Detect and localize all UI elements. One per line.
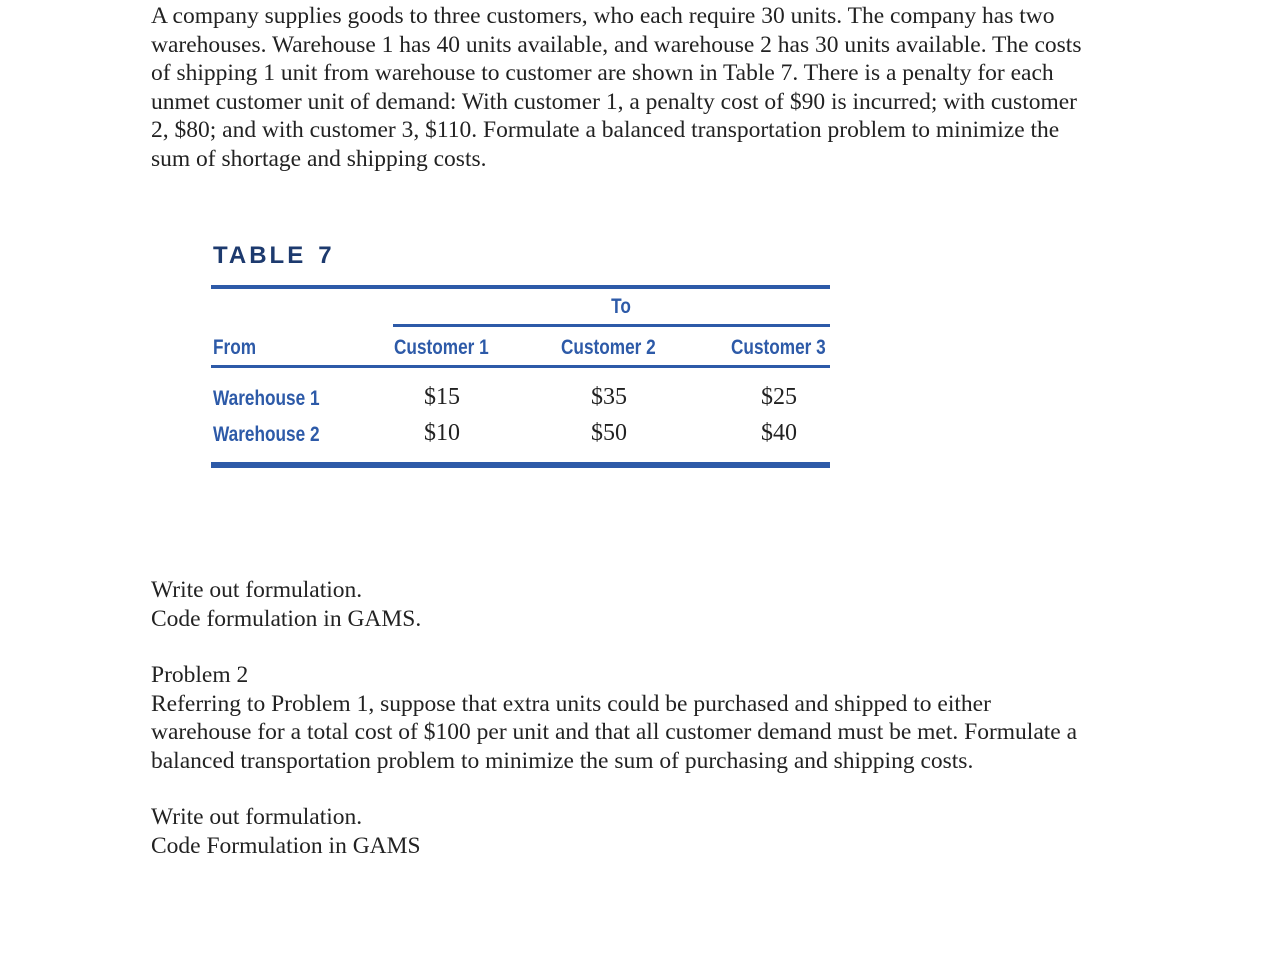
table-title-number: 7 <box>318 242 332 269</box>
column-header-customer-1: Customer 1 <box>394 336 489 359</box>
task-line: Write out formulation. <box>151 804 363 830</box>
task-line: Code formulation in GAMS. <box>151 605 422 632</box>
cost-w1-c2: $35 <box>591 384 627 410</box>
cost-w1-c1: $15 <box>424 384 460 410</box>
cost-w2-c2: $50 <box>591 420 627 446</box>
text-line: unmet customer unit of demand: With customer 1, a penalty cost of $90 is incurred; with customer <box>151 88 1078 115</box>
column-header-customer-3: Customer 3 <box>731 336 826 359</box>
problem-2-heading: Problem 2 <box>151 662 249 688</box>
to-span-rule <box>393 324 830 327</box>
task-line: Code Formulation in GAMS <box>151 832 421 859</box>
from-header: From <box>213 336 257 359</box>
header-bottom-rule <box>211 365 830 368</box>
table-title-word: TABLE <box>213 242 307 269</box>
row-label-warehouse-2: Warehouse 2 <box>213 423 320 446</box>
text-line: warehouses. Warehouse 1 has 40 units available, and warehouse 2 has 30 units available. The costs <box>151 31 1082 58</box>
table-top-rule <box>211 285 830 289</box>
problem-1-text <box>151 2 1131 173</box>
text-line: A company supplies goods to three customers, who each require 30 units. The company has two <box>151 3 1055 29</box>
text-line: sum of shortage and shipping costs. <box>151 145 487 172</box>
text-line: 2, $80; and with customer 3, $110. Formulate a balanced transportation problem to minimize the <box>151 117 1060 143</box>
cost-w2-c1: $10 <box>424 420 460 446</box>
row-label-warehouse-1: Warehouse 1 <box>213 387 320 410</box>
cost-w1-c3: $25 <box>761 384 797 410</box>
problem-2-tasks <box>151 803 1131 860</box>
cost-w2-c3: $40 <box>761 420 797 446</box>
shipping-cost-table <box>211 285 830 470</box>
text-line: of shipping 1 unit from warehouse to customer are shown in Table 7. There is a penalty for each <box>151 60 1054 86</box>
column-header-customer-2: Customer 2 <box>561 336 656 359</box>
table-bottom-rule <box>211 462 830 468</box>
text-line: warehouse for a total cost of $100 per unit and that all customer demand must be met. Formulate a <box>151 719 1078 745</box>
to-header: To <box>611 295 631 318</box>
problem-2-text <box>151 661 1131 775</box>
task-line: Write out formulation. <box>151 577 363 603</box>
table-title <box>213 242 332 270</box>
text-line: balanced transportation problem to minimize the sum of purchasing and shipping costs. <box>151 747 974 774</box>
problem-1-tasks <box>151 576 1131 633</box>
text-line: Referring to Problem 1, suppose that extra units could be purchased and shipped to either <box>151 690 991 717</box>
